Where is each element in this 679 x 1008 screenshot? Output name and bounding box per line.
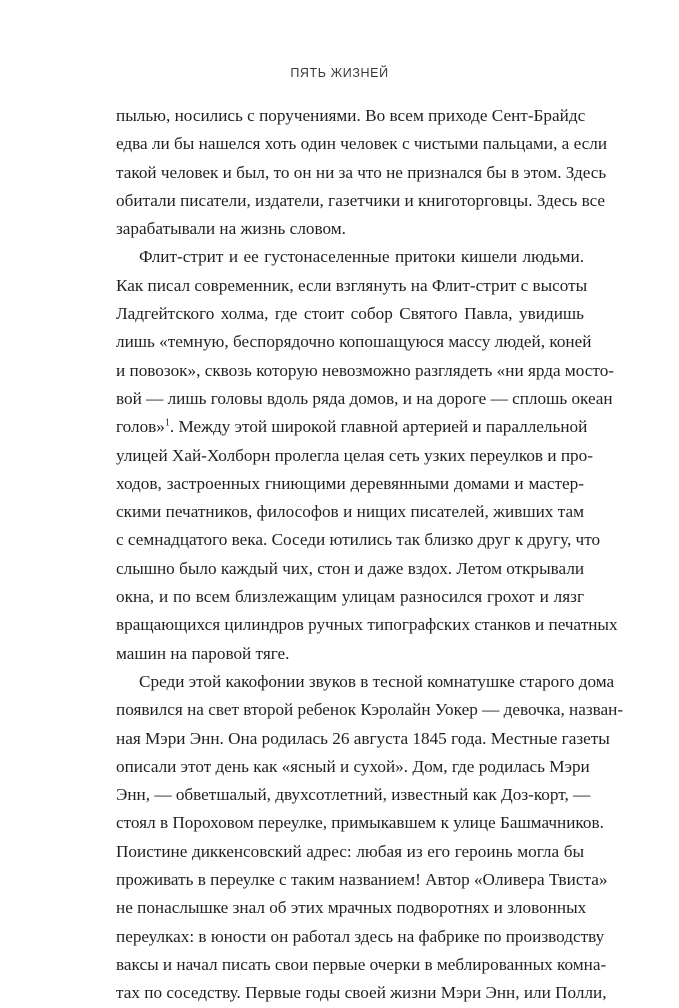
paragraph-2 [116,243,618,667]
text-line: с семнадцатого века. Соседи ютились так близко друг к другу, что [116,530,601,550]
text-line: обитали писатели, издатели, газетчики и книготорговцы. Здесь все [116,190,606,210]
text-fragment: . Между этой широкой главной артерией и параллельной [169,417,588,437]
text-line: окна, и по всем близлежащим улицам разносился грохот и лязг [116,587,584,607]
text-line: машин на паровой тяге. [116,643,290,663]
text-line: Поистине диккенсовский адрес: любая из его героинь могла бы [116,841,584,861]
text-line: проживать в переулке с таким названием! Автор «Оливера Твиста» [116,870,608,890]
paragraph-3 [116,668,624,1008]
text-line: улицей Хай-Холборн пролегла целая сеть узких переулков и про- [116,445,593,465]
running-head: ПЯТЬ ЖИЗНЕЙ [290,66,389,80]
text-line: едва ли бы нашелся хоть один человек с чистыми пальцами, а если [116,134,608,154]
text-line: Среди этой какофонии звуков в тесной комнатушке старого дома [139,671,615,691]
text-line: зарабатывали на жизнь словом. [116,219,346,239]
text-line: скими печатников, философов и нищих писателей, живших там [116,502,584,522]
text-line: ходов, застроенных гниющими деревянными домами и мастер- [116,473,584,493]
text-line: Энн, — обветшалый, двухсотлетний, известный как Доз-корт, — [116,785,591,805]
text-fragment: голов» [116,417,165,437]
text-line: вращающихся цилиндров ручных типографских станков и печатных [116,615,618,635]
text-line: Флит-стрит и ее густонаселенные притоки кишели людьми. [139,247,584,267]
text-line: появился на свет второй ребенок Кэролайн Уокер — девочка, назван- [116,700,624,720]
text-line: Ладгейтского холма, где стоит собор Святого Павла, увидишь [116,304,584,324]
text-line: не понаслышке знал об этих мрачных подворотнях и зловонных [116,898,587,918]
text-line: слышно было каждый чих, стон и даже вздох. Летом открывали [116,558,585,578]
footnote-mark[interactable]: 1 [164,417,170,429]
text-line: пылью, носились с поручениями. Во всем приходе Сент-Брайдс [116,106,586,125]
text-line: такой человек и был, то он ни за что не признался бы в этом. Здесь [116,162,607,182]
text-line: вой — лишь головы вдоль ряда домов, и на дороге — сплошь океан [116,388,613,408]
text-line: ная Мэри Энн. Она родилась 26 августа 1845 года. Местные газеты [116,728,610,748]
body-text [116,102,624,1008]
text-line: Как писал современник, если взглянуть на Флит-стрит с высоты [116,275,588,295]
text-line: лишь «темную, беспорядочно копошащуюся массу людей, коней [116,332,592,352]
text-line: описали этот день как «ясный и сухой». Дом, где родилась Мэри [116,756,590,776]
text-line-with-footnote [116,413,588,441]
text-line: переулках: в юности он работал здесь на фабрике по производству [116,926,605,946]
text-line: ваксы и начал писать свои первые очерки в меблированных комна- [116,954,607,974]
paragraph-1 [116,102,608,243]
text-line: тах по соседству. Первые годы своей жизни Мэри Энн, или Полли, [116,983,607,1003]
text-line: стоял в Пороховом переулке, примыкавшем к улице Башмачников. [116,813,604,833]
text-line: и повозок», сквозь которую невозможно разглядеть «ни ярда мосто- [116,360,615,380]
